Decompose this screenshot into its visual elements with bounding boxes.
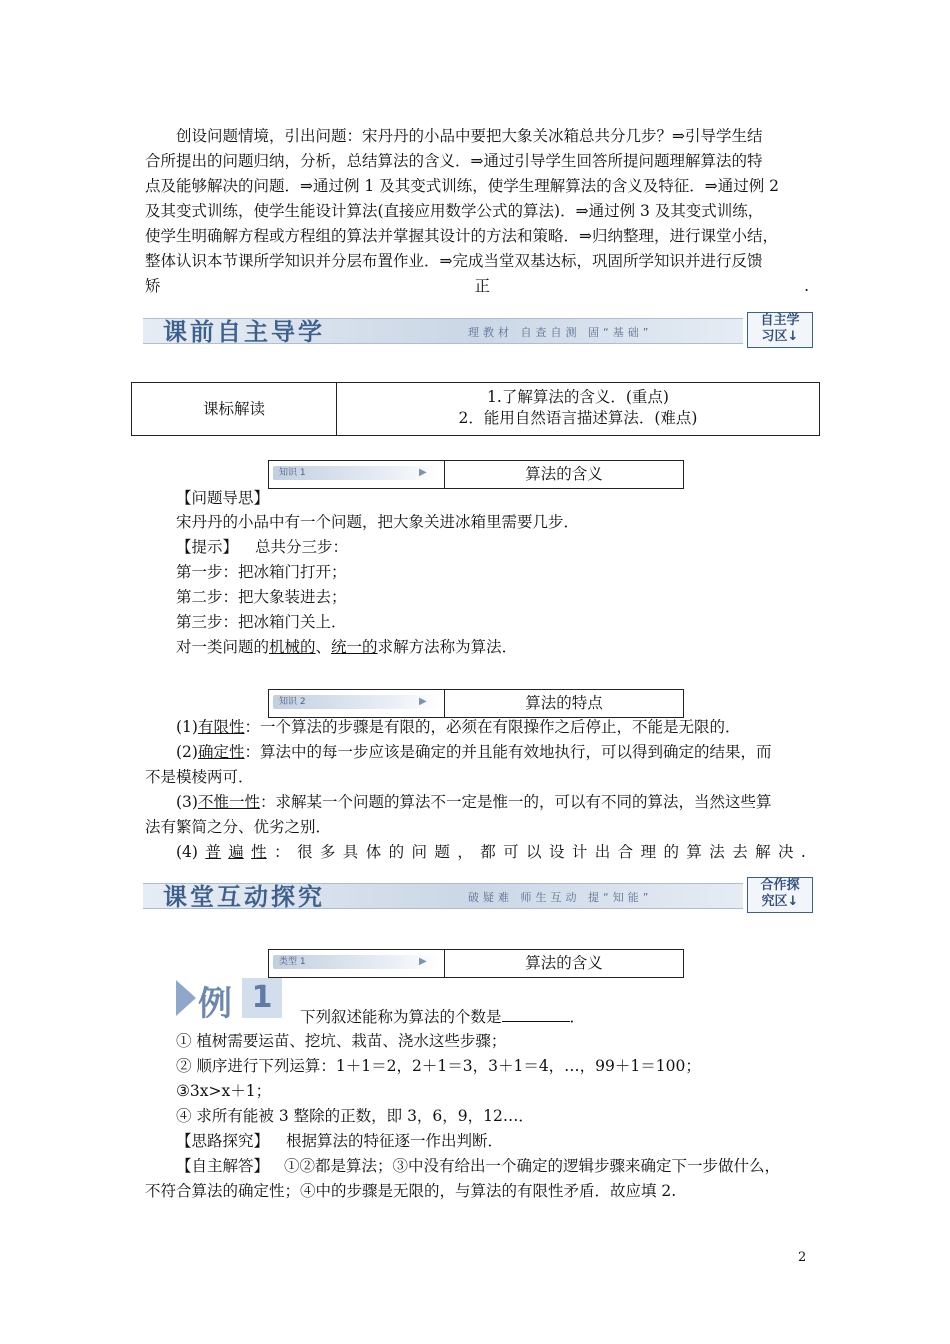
- example-item-1: ① 植树需要运苗、挖坑、栽苗、浇水这些步骤；: [176, 1032, 507, 1050]
- feature-4-char: 法: [709, 843, 725, 861]
- intro-line-1: 创设问题情境，引出问题：宋丹丹的小品中要把大象关冰箱总共分几步？⇒引导学生结: [176, 127, 763, 145]
- feature-4-char: 具: [342, 843, 359, 861]
- arrow-icon: ▶: [419, 956, 427, 967]
- feature-4-char: 以: [526, 843, 542, 861]
- example-item-2: ② 顺序进行下列运算：1＋1＝2，2＋1＝3，3＋1＝4，…，99＋1＝100；: [176, 1057, 701, 1075]
- intro-line-2: 合所提出的问题归纳，分析，总结算法的含义．⇒通过引导学生回答所提问题理解算法的特: [145, 152, 763, 170]
- goal-item: 1.了解算法的含义．(重点): [487, 388, 669, 406]
- feature-2-num: (2): [176, 743, 198, 761]
- step-2: 第二步：把大象装进去；: [176, 588, 347, 606]
- analysis-head: 【思路探究】: [176, 1132, 270, 1150]
- intro-last-2: 正: [474, 277, 491, 295]
- def-pre: 对一类问题的: [176, 638, 270, 656]
- intro-last-1: 矫: [145, 277, 161, 295]
- feature-4-char: 很: [296, 843, 313, 861]
- example-label: 例: [198, 984, 232, 1024]
- feature-4-char: 体: [365, 843, 382, 861]
- intro-line-6: 整体认识本节课所学知识并分层布置作业．⇒完成当堂双基达标，巩固所学知识并进行反馈: [145, 252, 763, 270]
- banner-tag: [747, 877, 813, 913]
- feature-2: [176, 742, 772, 762]
- banner-in-class: [143, 877, 813, 913]
- feature-3: [176, 792, 772, 812]
- arrow-icon: ▶: [419, 696, 427, 707]
- banner-tag: [747, 312, 813, 348]
- feature-4-char: 遍: [228, 843, 244, 861]
- feature-2-cont: 不是模棱两可．: [145, 768, 254, 786]
- banner-subtitle: 理教材 自查自测 固“基础”: [468, 326, 653, 339]
- banner-tag-line-2: 习区↓: [761, 329, 799, 344]
- feature-4-char: ：: [274, 843, 290, 861]
- question-text: 宋丹丹的小品中有一个问题，把大象关进冰箱里需要几步．: [176, 513, 580, 531]
- def-term-1: 机械的: [269, 638, 316, 656]
- def-term-2: 统一的: [331, 638, 378, 656]
- example-badge: [176, 976, 286, 1022]
- feature-4-char: 都: [480, 843, 496, 861]
- feature-4-char: ，: [457, 843, 473, 861]
- arrow-icon: ▶: [419, 467, 427, 478]
- section-title: 算法的含义: [525, 465, 603, 483]
- banner-subtitle: 破疑难 师生互动 提“知能”: [468, 891, 653, 904]
- feature-4-char: 解: [755, 843, 771, 861]
- answer-blank: [502, 1007, 570, 1022]
- definition: [176, 637, 517, 657]
- feature-4-char: 计: [571, 843, 588, 861]
- example-question-text: 下列叙述能称为算法的个数是: [300, 1008, 502, 1026]
- example-item-4: ④ 求所有能被 3 整除的正数，即 3，6，9，12…．: [176, 1107, 534, 1125]
- feature-4-char: 算: [686, 843, 702, 861]
- section-title: 算法的含义: [525, 954, 603, 972]
- feature-4-char: 可: [503, 843, 519, 861]
- feature-4-char: 题: [434, 843, 450, 861]
- section-header-meaning: [268, 460, 684, 489]
- example-question: [300, 1007, 585, 1027]
- hint-text: 总共分三步：: [254, 538, 348, 556]
- goals-label: 课标解读: [132, 383, 337, 435]
- intro-last-3: .: [804, 277, 809, 295]
- example-number: 1: [242, 978, 282, 1018]
- question-head: 【问题导思】: [176, 489, 270, 507]
- analysis-text: 根据算法的特征逐一作出判断．: [285, 1132, 503, 1150]
- step-3: 第三步：把冰箱门关上．: [176, 613, 347, 631]
- feature-2-text: ：算法中的每一步应该是确定的并且能有效地执行，可以得到确定的结果，而: [244, 743, 772, 761]
- feature-1: [176, 717, 741, 737]
- feature-4-char: 性: [251, 843, 267, 861]
- feature-4-char: (4): [176, 843, 198, 861]
- goals-items: [337, 383, 819, 429]
- feature-4-char: 普: [205, 843, 221, 861]
- intro-line-3: 点及能够解决的问题．⇒通过例 1 及其变式训练，使学生理解算法的含义及特征．⇒通过例 2: [145, 177, 779, 195]
- feature-2-term: 确定性: [197, 743, 245, 761]
- feature-4-char: 理: [640, 843, 657, 861]
- page-number: 2: [798, 1250, 807, 1265]
- goals-table: [131, 382, 820, 436]
- feature-3-cont: 法有繁简之分、优劣之别．: [145, 818, 332, 836]
- section-pill: 类型 1: [273, 955, 439, 969]
- answer-cont: 不符合算法的确定性；④中的步骤是无限的，与算法的有限性矛盾．故应填 2.: [145, 1182, 677, 1200]
- feature-3-term: 不惟一性: [197, 793, 260, 811]
- feature-4: [176, 842, 806, 862]
- feature-4-char: 问: [411, 843, 428, 861]
- step-1: 第一步：把冰箱门打开；: [176, 563, 347, 581]
- def-sep: 、: [315, 638, 332, 656]
- section-pill: 知识 2: [273, 695, 439, 709]
- banner-title: 课堂互动探究: [163, 883, 325, 911]
- feature-3-text: ：求解某一个问题的算法不一定是惟一的，可以有不同的算法，当然这些算: [259, 793, 772, 811]
- feature-4-char: 合: [617, 843, 634, 861]
- banner-tag-line-1: 合作探: [760, 878, 800, 893]
- feature-4-char: 设: [548, 843, 565, 861]
- triangle-icon: [176, 980, 196, 1016]
- section-label: [269, 690, 445, 717]
- analysis: [176, 1131, 503, 1151]
- answer-text: ①②都是算法；③中没有给出一个确定的逻辑步骤来确定下一步做什么，: [283, 1157, 780, 1175]
- feature-4-char: 多: [319, 843, 336, 861]
- feature-4-char: 出: [594, 843, 611, 861]
- section-title: 算法的特点: [525, 694, 603, 712]
- section-pill: 知识 1: [273, 466, 439, 480]
- banner-tag-line-2: 究区↓: [761, 894, 799, 909]
- feature-4-char: 决: [778, 843, 794, 861]
- feature-4-char: 的: [388, 843, 405, 861]
- banner-tag-line-1: 自主学: [760, 313, 800, 328]
- intro-line-4: 及其变式训练，使学生能设计算法(直接应用数学公式的算法)．⇒通过例 3 及其变式训练，: [145, 202, 764, 220]
- feature-4-char: .: [800, 843, 806, 861]
- answer: [176, 1156, 780, 1176]
- goal-item: 2．能用自然语言描述算法．(难点): [458, 409, 698, 427]
- section-label: [269, 461, 445, 488]
- banner-pre-class: [143, 312, 813, 348]
- def-post: 求解方法称为算法．: [377, 638, 518, 656]
- answer-head: 【自主解答】: [176, 1157, 270, 1175]
- feature-4-char: 去: [732, 843, 748, 861]
- intro-line-5: 使学生明确解方程或方程组的算法并掌握其设计的方法和策略．⇒归纳整理，进行课堂小结，: [145, 227, 778, 245]
- feature-1-num: (1): [176, 718, 198, 736]
- hint-head: 【提示】: [176, 538, 239, 556]
- intro-line-7: [145, 276, 809, 296]
- section-header-features: [268, 689, 684, 718]
- feature-1-text: ：一个算法的步骤是有限的，必须在有限操作之后停止，不能是无限的．: [244, 718, 741, 736]
- banner-title: 课前自主导学: [163, 318, 325, 346]
- feature-3-num: (3): [176, 793, 198, 811]
- feature-1-term: 有限性: [197, 718, 245, 736]
- example-question-end: ．: [569, 1008, 586, 1026]
- section-header-type: [268, 949, 684, 978]
- feature-4-char: 的: [663, 843, 679, 861]
- example-item-3: ③3x>x＋1；: [176, 1082, 272, 1100]
- section-label: [269, 950, 445, 977]
- hint-line: [176, 537, 348, 557]
